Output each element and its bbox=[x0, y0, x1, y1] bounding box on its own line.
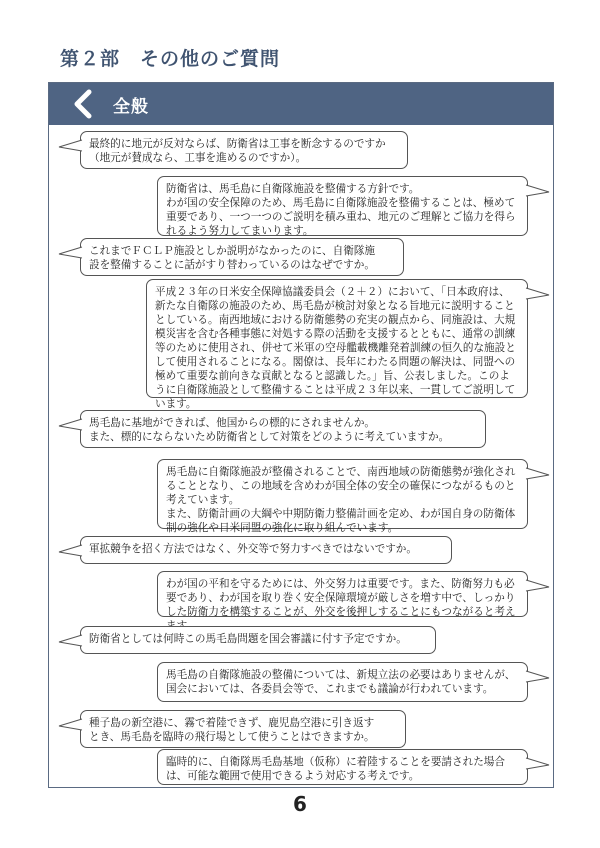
question-bubble bbox=[80, 410, 486, 448]
question-text: 馬毛島に基地ができれば、他国からの標的にされませんか。 また、標的にならないため防衛省として対策をどのように考えていますか。 bbox=[89, 417, 450, 443]
section-header bbox=[49, 83, 553, 125]
question-text: 軍拡競争を招く方法ではなく、外交等で努力すべきではないですか。 bbox=[89, 543, 417, 555]
page-number: 6 bbox=[293, 792, 307, 816]
answer-bubble bbox=[157, 662, 528, 702]
answer-text: 馬毛島に自衛隊施設が整備されることで、南西地域の防衛態勢が強化されることとなり、この地域を含めわが国全体の安全の確保につながるものと考えています。 また、防衛計画の大綱や中期防衛力整備計画を定め、わが国自身の防衛体制の強化や日米同盟の強化に取り組んでいます。 bbox=[166, 466, 516, 534]
speech-tail bbox=[58, 245, 82, 261]
speech-tail bbox=[58, 717, 82, 733]
speech-tail bbox=[58, 543, 82, 559]
question-text: 種子島の新空港に、霧で着陸できず、鹿児島空港に引き返す とき、馬毛島を臨時の飛行場として使うことはできますか。 bbox=[89, 717, 375, 743]
answer-bubble bbox=[146, 279, 528, 410]
speech-tail bbox=[58, 417, 82, 433]
speech-tail bbox=[526, 578, 550, 594]
speech-tail bbox=[526, 756, 550, 772]
answer-text: 防衛省は、馬毛島に自衛隊施設を整備する方針です。 わが国の安全保障のため、馬毛島に自衛隊施設を整備することは、極めて重要であり、一つ一つのご説明を積み重ね、地元のご理解とご協力を得られるよう努力してまいります。 bbox=[166, 183, 516, 237]
answer-text: わが国の平和を守るためには、外交努力は重要です。また、防衛努力も必要であり、わが国を取り巻く安全保障環境が厳しさを増す中で、しっかりした防衛力を構築することが、外交を後押しすることにもつながると考え bbox=[166, 578, 516, 618]
question-bubble bbox=[80, 536, 452, 564]
speech-tail bbox=[58, 138, 82, 154]
question-bubble bbox=[80, 626, 436, 654]
question-bubble bbox=[80, 238, 404, 276]
answer-bubble bbox=[157, 571, 528, 617]
question-text: 最終的に地元が反対ならば、防衛省は工事を断念するのですか （地元が賛成なら、工事を進めるのですか）。 bbox=[89, 138, 386, 164]
answer-bubble bbox=[157, 749, 528, 785]
question-text: これまでＦＣＬＰ施設としか説明がなかったのに、自衛隊施 設を整備することに話がすり替わっているのはなぜですか。 bbox=[89, 245, 376, 271]
answer-bubble bbox=[157, 459, 528, 534]
question-bubble bbox=[80, 710, 406, 748]
speech-tail bbox=[526, 286, 550, 302]
speech-tail bbox=[526, 183, 550, 199]
speech-tail bbox=[526, 669, 550, 685]
speech-tail bbox=[526, 466, 550, 482]
answer-text: 平成２３年の日米安全保障協議委員会（２＋２）において、「日本政府は、新たな自衛隊の施設のため、馬毛島が検討対象となる旨地元に説明することとしている。南西地域における防衛態勢の充実の観点から、同施設は、大規模災害を含む各種事態に対処する際の活動を支援するとともに、通常の訓練等のために使用され、併せて米軍の空母艦載機離発着訓練の恒久的な施設として使用されることになる。閣僚は、長年にわたる問題の解決は、同盟への極めて重要な前向きな貢献となると認識した。」旨、公表しました。このように自衛隊施設として整備することは平成２３年以来、一貫してご説明しています。 bbox=[155, 286, 516, 410]
question-text: 防衛省としては何時この馬毛島問題を国会審議に付す予定ですか。 bbox=[89, 633, 407, 645]
question-bubble bbox=[80, 131, 408, 169]
chevron-left-icon[interactable] bbox=[69, 88, 99, 120]
answer-text: 臨時的に、自衛隊馬毛島基地（仮称）に着陸することを要請された場合は、可能な範囲で使用できるよう対応する考えです。 bbox=[166, 756, 505, 782]
part-title: 第２部 その他のご質問 bbox=[60, 48, 281, 70]
section-title: 全般 bbox=[113, 97, 149, 117]
answer-bubble bbox=[157, 176, 528, 236]
answer-text: 馬毛島の自衛隊施設の整備については、新規立法の必要はありませんが、国会においては、各委員会等で、これまでも議論が行われています。 bbox=[166, 669, 516, 695]
speech-tail bbox=[58, 633, 82, 649]
